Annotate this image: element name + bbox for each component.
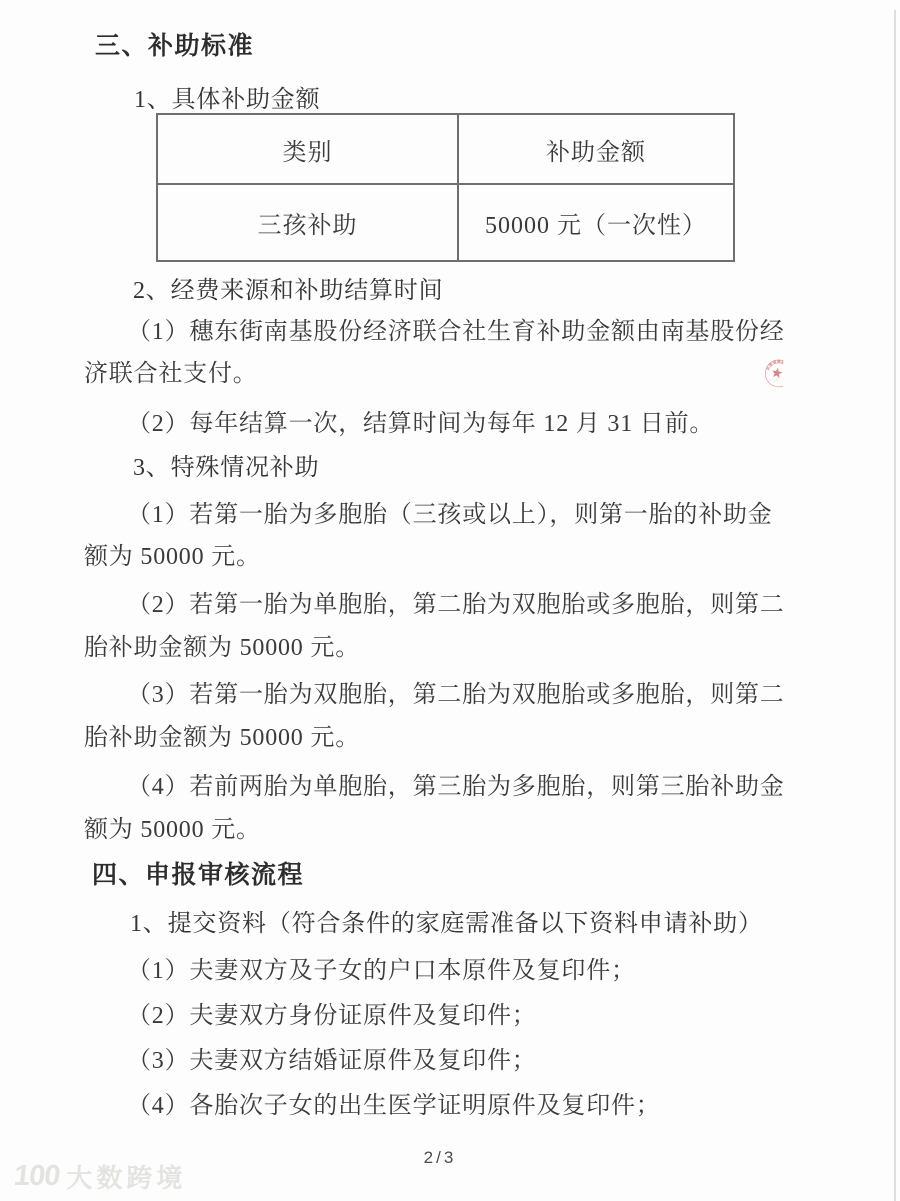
table-row: [157, 184, 734, 261]
para-special-4-line-1: （4）若前两胎为单胞胎，第三胎为多胞胎，则第三胎补助金: [127, 774, 785, 800]
item-2-funding-source: 2、经费来源和补助结算时间: [133, 278, 444, 304]
table-header-amount: 补助金额: [458, 114, 734, 184]
table-header-row: [157, 114, 734, 184]
watermark-text: 大数跨境: [66, 1163, 187, 1193]
para-special-2-line-2: 胎补助金额为 50000 元。: [84, 635, 360, 661]
item-1-specific-amount: 1、具体补助金额: [134, 87, 321, 113]
page-edge-line: [894, 10, 896, 1201]
table-cell-amount: 50000 元（一次性）: [458, 184, 734, 261]
para-special-4-line-2: 额为 50000 元。: [84, 817, 261, 843]
seal-script-text: 广: [767, 379, 775, 387]
section-4-heading: 四、申报审核流程: [92, 861, 305, 889]
para-material-2: （2）夫妻双方身份证原件及复印件；: [127, 1003, 537, 1029]
para-material-3: （3）夫妻双方结婚证原件及复印件；: [127, 1048, 537, 1074]
watermark: [14, 1158, 186, 1195]
red-seal-stamp: [760, 355, 900, 580]
table-cell-category: 三孩补助: [157, 184, 458, 261]
para-funding-2: （2）每年结算一次，结算时间为每年 12 月 31 日前。: [127, 411, 715, 437]
para-special-1-line-1: （1）若第一胎为多胞胎（三孩或以上），则第一胎的补助金: [127, 502, 773, 528]
seal-arc-text: 东街南基股份经: [765, 360, 792, 372]
para-special-2-line-1: （2）若第一胎为单胞胎，第二胎为双胞胎或多胞胎，则第二: [127, 592, 785, 618]
seal-scribble: [774, 379, 780, 383]
section-3-heading: 三、补助标准: [95, 32, 255, 60]
table-header-category: 类别: [157, 114, 458, 184]
para-special-1-line-2: 额为 50000 元。: [84, 544, 261, 570]
para-material-4: （4）各胎次子女的出生医学证明原件及复印件；: [127, 1093, 661, 1119]
para-funding-1-line-1: （1）穗东街南基股份经济联合社生育补助金额由南基股份经: [127, 319, 785, 345]
item-1-submit-materials: 1、提交资料（符合条件的家庭需准备以下资料申请补助）: [130, 911, 763, 937]
para-special-3-line-2: 胎补助金额为 50000 元。: [84, 725, 360, 751]
para-special-3-line-1: （3）若第一胎为双胞胎，第二胎为双胞胎或多胞胎，则第二: [127, 682, 785, 708]
subsidy-table: [156, 113, 735, 262]
watermark-logo-icon: 100: [12, 1160, 62, 1192]
item-3-special-cases: 3、特殊情况补助: [133, 455, 320, 481]
para-funding-1-line-2: 济联合社支付。: [84, 361, 258, 387]
page-number: 2/3: [423, 1148, 457, 1167]
para-material-1: （1）夫妻双方及子女的户口本原件及复印件；: [127, 958, 636, 984]
seal-star-icon: [772, 368, 783, 379]
